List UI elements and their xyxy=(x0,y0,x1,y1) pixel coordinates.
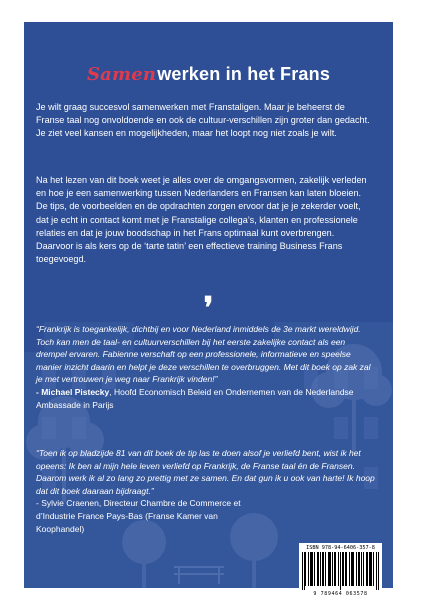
testimonial-1-attribution xyxy=(36,386,376,411)
testimonial-1 xyxy=(36,323,376,411)
description-paragraph: Na het lezen van dit boek weet je alles over de omgangsvormen, zakelijk verleden en hoe je een samenwerking tussen Nederlanders en Fransen kan laten bloeien. De tips, de voorbeelden en de opdrachten zorgen ervoor dat je je zekerder voelt, dat je echt in contact komt met je Franstalige collega’s, klanten en professionele relaties en dat je jouw boodschap in het Frans optimaal kunt overbrengen. Daarvoor is als kers op de ‘tarte tatin’ een effectieve training Business Frans toegevoegd. xyxy=(36,175,367,265)
isbn-barcode xyxy=(299,543,382,599)
testimonial-2 xyxy=(36,447,376,535)
book-back-cover xyxy=(24,22,393,597)
testimonial-2-name: - Sylvie Craenen xyxy=(36,498,99,509)
testimonial-1-text: “Frankrijk is toegankelijk, dichtbij en voor Nederland inmiddels de 3e markt wereldwijd. Toch kan men de taal- en cultuurverschillen bij het eerste zakelijke contact als een drempel ervaren. Fabienne verschaft op een professionele, informatieve en speelse manier inzicht daarin en helpt je deze verschillen te overbruggen. Met dit boek op zak zal je met vertrouwen je weg naar Frankrijk vinden!” xyxy=(36,324,371,385)
testimonial-2-role: , Directeur Chambre de Commerce et d’Industrie France Pays-Bas (Franse Kamer van Koophandel) xyxy=(36,498,241,534)
barcode-icon xyxy=(302,552,379,590)
testimonial-1-name: - Michael Pistecky xyxy=(36,386,110,397)
testimonial-2-attribution xyxy=(36,497,246,535)
testimonial-2-text: “Toen ik op bladzijde 81 van dit boek de tip las te doen alsof je verliefd bent, wist ik het opeens: Ik ben al mijn hele leven verliefd op Frankrijk, de Franse taal én de Fransen. Daarom werk ik al zo lang zo prettig met ze samen. En dat gun ik u ook van harte! Ik hoop dat dit boek daaraan bijdraagt.” xyxy=(36,448,375,496)
title-accent-word: Samen xyxy=(86,64,157,85)
intro-paragraph: Je wilt graag succesvol samenwerken met Franstaligen. Maar je beheerst de Franse taal nog onvoldoende en ook de cultuur-verschillen zijn groter dan gedacht. Je ziet veel kansen en mogelijkheden, maar het loopt nog niet zoals je wilt. xyxy=(36,102,370,139)
book-title xyxy=(24,64,393,85)
barcode-digits: 9 789464 063578 xyxy=(313,591,368,597)
isbn-label: ISBN 978-94-6406-357-8 xyxy=(306,545,375,551)
quote-mark-icon: ❜ xyxy=(203,291,214,326)
testimonial-1-role: , Hoofd Economisch Beleid en Ondernemen van de Nederlandse Ambassade in Parijs xyxy=(36,386,354,410)
title-rest: werken in het Frans xyxy=(157,64,331,84)
